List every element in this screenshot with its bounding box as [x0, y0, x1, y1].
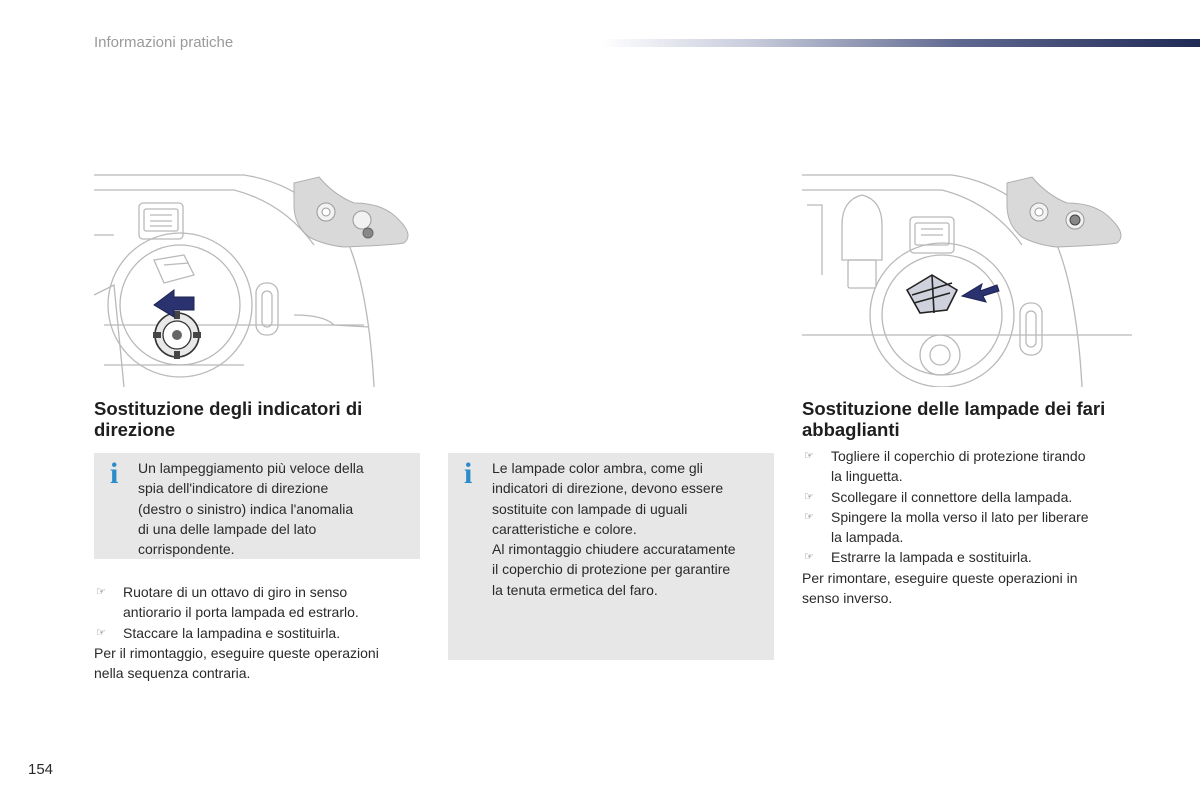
closing-text: Per rimontare, eseguire queste operazioni in senso inverso. [802, 569, 1078, 607]
section-header-label: Informazioni pratiche [94, 34, 234, 51]
info-text: Le lampade color ambra, come gli indicatori di direzione, devono essere sostituite con lampade di uguali caratteristiche e colore. Al rimontaggio chiudere accuratamente il coperchio di protezione per garantire la tenuta ermetica del faro. [492, 460, 736, 598]
high-beam-title: Sostituzione delle lampade dei fari abbaglianti [802, 398, 1106, 440]
high-beam-illustration [802, 165, 1132, 387]
pointing-hand-icon: ☞ [96, 586, 106, 598]
info-icon: i [464, 457, 473, 490]
closing-text: Per il rimontaggio, eseguire queste operazioni nella sequenza contraria. [94, 644, 379, 682]
page-number: 154 [28, 761, 54, 778]
info-icon: i [110, 457, 119, 490]
turn-indicator-info-box [94, 453, 420, 559]
step-item: ☞ Staccare la lampadina e sostituirla. [94, 623, 424, 643]
push-arrow [962, 284, 999, 302]
pointing-hand-icon: ☞ [96, 626, 106, 639]
high-beam-steps [802, 446, 1132, 608]
step-item: ☞ Scollegare il connettore della lampada. [802, 487, 1132, 507]
step-item: ☞ Ruotare di un ottavo di giro in senso antiorario il porta lampada ed estrarlo. [96, 584, 359, 621]
info-text: Un lampeggiamento più veloce della spia dell'indicatore di direzione (destro o sinistro) indica l'anomalia di una delle lampade del lato corrispondente. [138, 460, 364, 558]
step-item: ☞ Togliere il coperchio di protezione tirando la linguetta. [804, 448, 1086, 485]
pointing-hand-icon: ☞ [804, 450, 814, 462]
step-item: ☞ Spingere la molla verso il lato per liberare la lampada. [804, 508, 1089, 546]
amber-bulb-info-box [448, 453, 774, 660]
pointing-hand-icon: ☞ [804, 490, 814, 503]
pointing-hand-icon: ☞ [804, 510, 814, 523]
turn-indicator-steps [94, 582, 424, 683]
direction-arrow [154, 290, 194, 317]
pointing-hand-icon: ☞ [804, 551, 814, 564]
header-accent-bar [600, 39, 1200, 47]
step-item: ☞ Estrarre la lampada e sostituirla. [802, 547, 1132, 567]
turn-indicator-illustration [94, 165, 424, 387]
turn-indicator-title: Sostituzione degli indicatori di direzione [94, 398, 363, 440]
